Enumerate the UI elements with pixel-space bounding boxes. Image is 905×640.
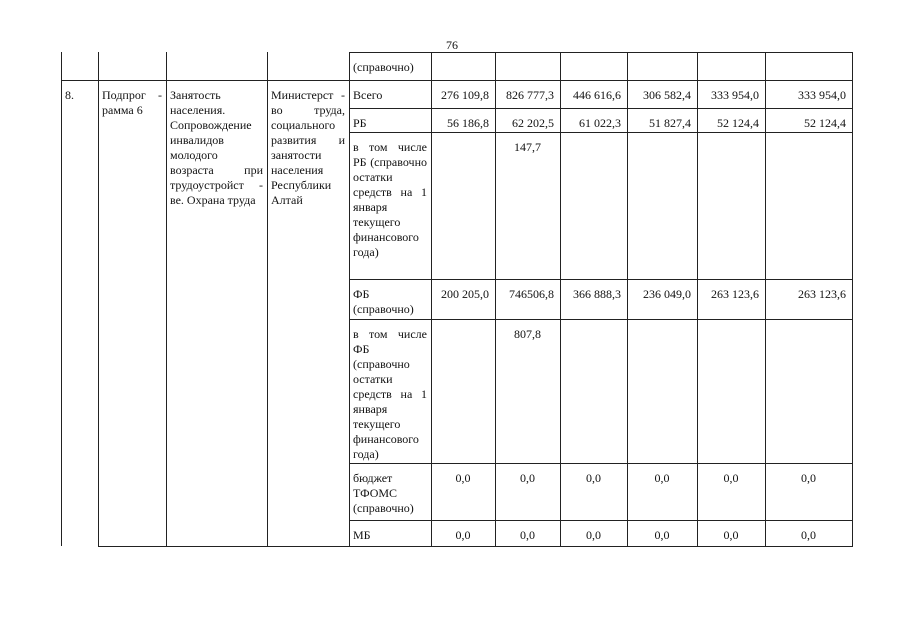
funding-value-5-1: 0,0 [520, 471, 535, 485]
funding-value-3-4: 263 123,6 [711, 287, 759, 301]
funding-value-6-3: 0,0 [654, 528, 670, 542]
funding-value-6-1: 0,0 [520, 528, 535, 542]
funding-value-3-3: 236 049,0 [643, 287, 691, 301]
col-line-8 [627, 52, 628, 546]
funding-value-1-5: 52 124,4 [804, 116, 846, 130]
funding-row-line-4 [349, 463, 853, 464]
funding-row-line-2 [349, 279, 853, 280]
col-line-2 [166, 52, 167, 546]
funding-value-3-2: 366 888,3 [573, 287, 621, 301]
col-line-9 [697, 52, 698, 546]
funding-value-5-3: 0,0 [654, 471, 670, 485]
col-line-1 [98, 52, 99, 546]
funding-value-4-1: 807,8 [514, 327, 541, 341]
funding-value-0-2: 446 616,6 [573, 88, 621, 102]
funding-value-1-1: 62 202,5 [512, 116, 554, 130]
carry-row-top-line [349, 52, 853, 53]
funding-source-4: в том числе ФБ (справочно остатки средств на 1 января текущего финансового года) [353, 327, 427, 461]
col-line-4 [349, 52, 350, 546]
funding-source-1: РБ [353, 116, 367, 130]
col-line-5 [431, 52, 432, 546]
funding-value-1-4: 52 124,4 [717, 116, 759, 130]
carry-row-source: (справочно) [353, 60, 414, 74]
funding-value-0-5: 333 954,0 [798, 88, 846, 102]
funding-value-6-2: 0,0 [586, 528, 601, 542]
funding-row-line-5 [349, 520, 853, 521]
funding-source-5: бюджет ТФОМС (справочно) [353, 471, 414, 515]
funding-value-2-1: 147,7 [514, 140, 541, 154]
funding-value-1-3: 51 827,4 [649, 116, 691, 130]
col-line-7 [560, 52, 561, 546]
executor: Министерст - во труда, социального развития и занятости населения Республики Алтай [271, 88, 345, 207]
funding-value-0-1: 826 777,3 [506, 88, 554, 102]
col-line-11 [852, 52, 853, 546]
funding-value-0-4: 333 954,0 [711, 88, 759, 102]
funding-value-3-0: 200 205,0 [441, 287, 489, 301]
funding-value-5-4: 0,0 [723, 471, 739, 485]
funding-row-line-0 [349, 108, 853, 109]
funding-value-3-1: 746506,8 [509, 287, 554, 301]
funding-value-0-0: 276 109,8 [441, 88, 489, 102]
col-line-3 [267, 52, 268, 546]
col-line-10 [765, 52, 766, 546]
row-number: 8. [65, 88, 74, 102]
funding-value-5-0: 0,0 [455, 471, 471, 485]
funding-value-6-0: 0,0 [455, 528, 471, 542]
funding-value-6-5: 0,0 [801, 528, 816, 542]
funding-source-6: МБ [353, 528, 371, 542]
funding-value-5-2: 0,0 [586, 471, 601, 485]
program-level: Подпрог - рамма 6 [102, 88, 162, 117]
funding-value-5-5: 0,0 [801, 471, 816, 485]
funding-value-1-2: 61 022,3 [579, 116, 621, 130]
funding-source-2: в том числе РБ (справочно остатки средств на 1 января текущего финансового года) [353, 140, 427, 259]
funding-row-line-6 [98, 546, 853, 547]
funding-source-0: Всего [353, 88, 383, 102]
funding-source-3: ФБ (справочно) [353, 287, 414, 316]
col-line-6 [495, 52, 496, 546]
funding-value-3-5: 263 123,6 [798, 287, 846, 301]
carry-row-bottom-line [61, 80, 853, 81]
funding-row-line-1 [349, 132, 853, 133]
col-line-num [61, 52, 62, 546]
subprogram-title: Занятость населения. Сопровождение инвалидов молодого возраста при трудоустройст - ве. Охрана труда [170, 88, 263, 207]
funding-row-line-3 [349, 319, 853, 320]
funding-value-0-3: 306 582,4 [643, 88, 691, 102]
funding-value-1-0: 56 186,8 [447, 116, 489, 130]
funding-value-6-4: 0,0 [723, 528, 739, 542]
page-number: 76 [446, 38, 458, 52]
